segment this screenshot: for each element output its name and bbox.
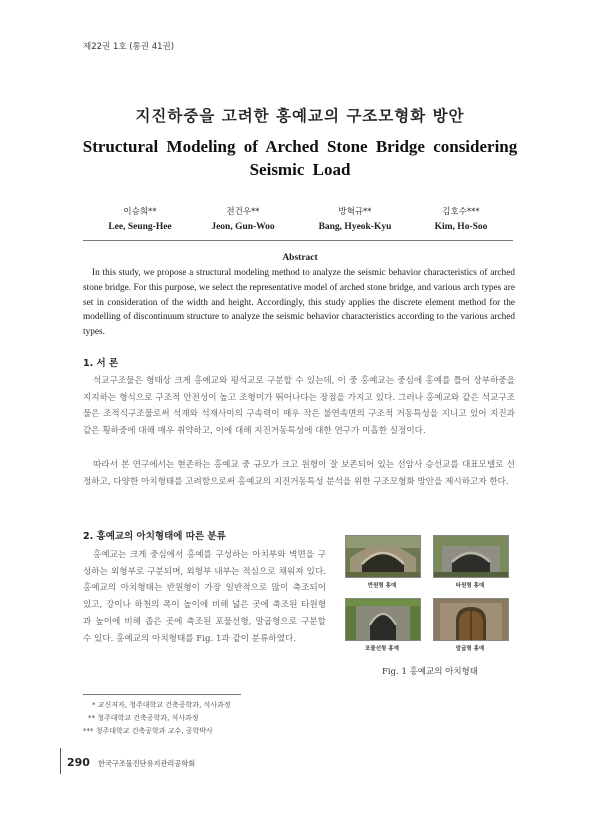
figure-label-horseshoe: 말굽형 홍예: [455, 646, 485, 652]
footnote-divider: [83, 694, 241, 695]
section-2-heading: 2. 홍예교의 아치형태에 따른 분류: [83, 531, 226, 542]
author-name-korean: 전건우**: [226, 207, 260, 217]
author-name-english: Bang, Hyeok-Kyu: [318, 222, 392, 232]
author-name-english: Lee, Seung-Hee: [108, 222, 172, 232]
paper-title-english: Structural Modeling of Arched Stone Bridge considering Seismic Load: [82, 137, 518, 179]
paper-title-korean: 지진하중을 고려한 홍예교의 구조모형화 방안: [135, 106, 465, 125]
figure-label-semicircular: 반원형 홍예: [367, 583, 397, 589]
figure-1: [345, 535, 515, 675]
abstract-heading: Abstract: [282, 253, 318, 263]
author-name-korean: 방혁규**: [338, 207, 372, 217]
author-name-english: Jeon, Gun-Woo: [211, 222, 275, 232]
horseshoe-arch-photo: [433, 598, 509, 641]
author-name-korean: 김호수***: [442, 207, 480, 217]
page-number: 290: [67, 756, 90, 769]
author-4: [396, 205, 526, 235]
section-1-paragraph-1: 석교구조물은 형태상 크게 홍예교와 평석교로 구분할 수 있는데, 이 중 홍예교는 중심에 홍예를 틀어 상부하중을 지지하는 형식으로 구조적 안전성이 높고 조형미가 뛰어나다는 장점을 가지고 있다. 그러나 홍예교와 같은 석교구조물은 조적식구조물로써 석재와 석재사이의 구속력이 매우 작은 불연속면의 구조적 거동특성을 지니고 있어 지진과 같은 횡하중에 대해 매우 취약하고, 이에 대해 지진거동특성에 대한 연구가 미흡한 실정이다.: [83, 376, 515, 437]
footnote-2: ** 청주대학교 건축공학과, 석사과정: [88, 714, 199, 722]
journal-volume: 제22권 1호 (통권 41권): [83, 42, 175, 52]
author-2: [178, 205, 308, 235]
author-divider: [83, 240, 513, 241]
section-1-paragraph-2: 따라서 본 연구에서는 현존하는 홍예교 중 규모가 크고 원형이 잘 보존되어 있는 선암사 승선교를 대표모델로 선정하고, 다양한 아치형태를 고려함으로써 홍예교의 지진거동특성 분석을 위한 구조모형화 방안을 제시하고자 한다.: [83, 460, 515, 487]
section-1-heading: 1. 서 론: [83, 358, 119, 369]
abstract-text: In this study, we propose a structural modeling method to analyze the seismic behavior characteristics of arched stone bridge. For this purpose, we select the representative model of arched stone bridge, and various arch types are set in consideration of the width and height. Accordingly, this study applies the discrete element method for the modelling of discontinuum structure to analyze the seismic behavior characteristics according to the various arched types.: [83, 268, 515, 338]
parabolic-arch-photo: [345, 598, 421, 641]
footnote-1: * 교신저자, 청주대학교 건축공학과, 석사과정: [92, 701, 231, 709]
page-number-bar: [60, 748, 61, 774]
author-name-english: Kim, Ho-Soo: [434, 222, 488, 232]
footnote-3: *** 청주대학교 건축공학과 교수, 공학박사: [83, 727, 213, 735]
author-name-korean: 이승희**: [123, 207, 157, 217]
elliptical-arch-photo: [433, 535, 509, 578]
journal-name: 한국구조물진단유지관리공학회: [98, 759, 196, 768]
figure-label-parabolic: 포물선형 홍예: [365, 646, 399, 652]
section-2-paragraph: 홍예교는 크게 중심에서 홍예를 구성하는 아치부와 벽면을 구성하는 외형부로 구분되며, 외형부 내부는 적심으로 채워져 있다. 홍예교의 아치형태는 반원형이 가장 일반적으로 많이 축조되어 있고, 강이나 하천의 폭이 높이에 비해 넓은 곳에 축조된 타원형과 높이에 비해 좁은 곳에 축조된 포물선형, 말굽형으로 구분할 수 있다. 홍예교의 아치형태를 Fig. 1과 같이 분류하였다.: [83, 550, 326, 644]
figure-label-elliptical: 타원형 홍예: [455, 583, 485, 589]
semicircular-arch-photo: [345, 535, 421, 578]
figure-caption: Fig. 1 홍예교의 아치형태: [382, 667, 478, 677]
